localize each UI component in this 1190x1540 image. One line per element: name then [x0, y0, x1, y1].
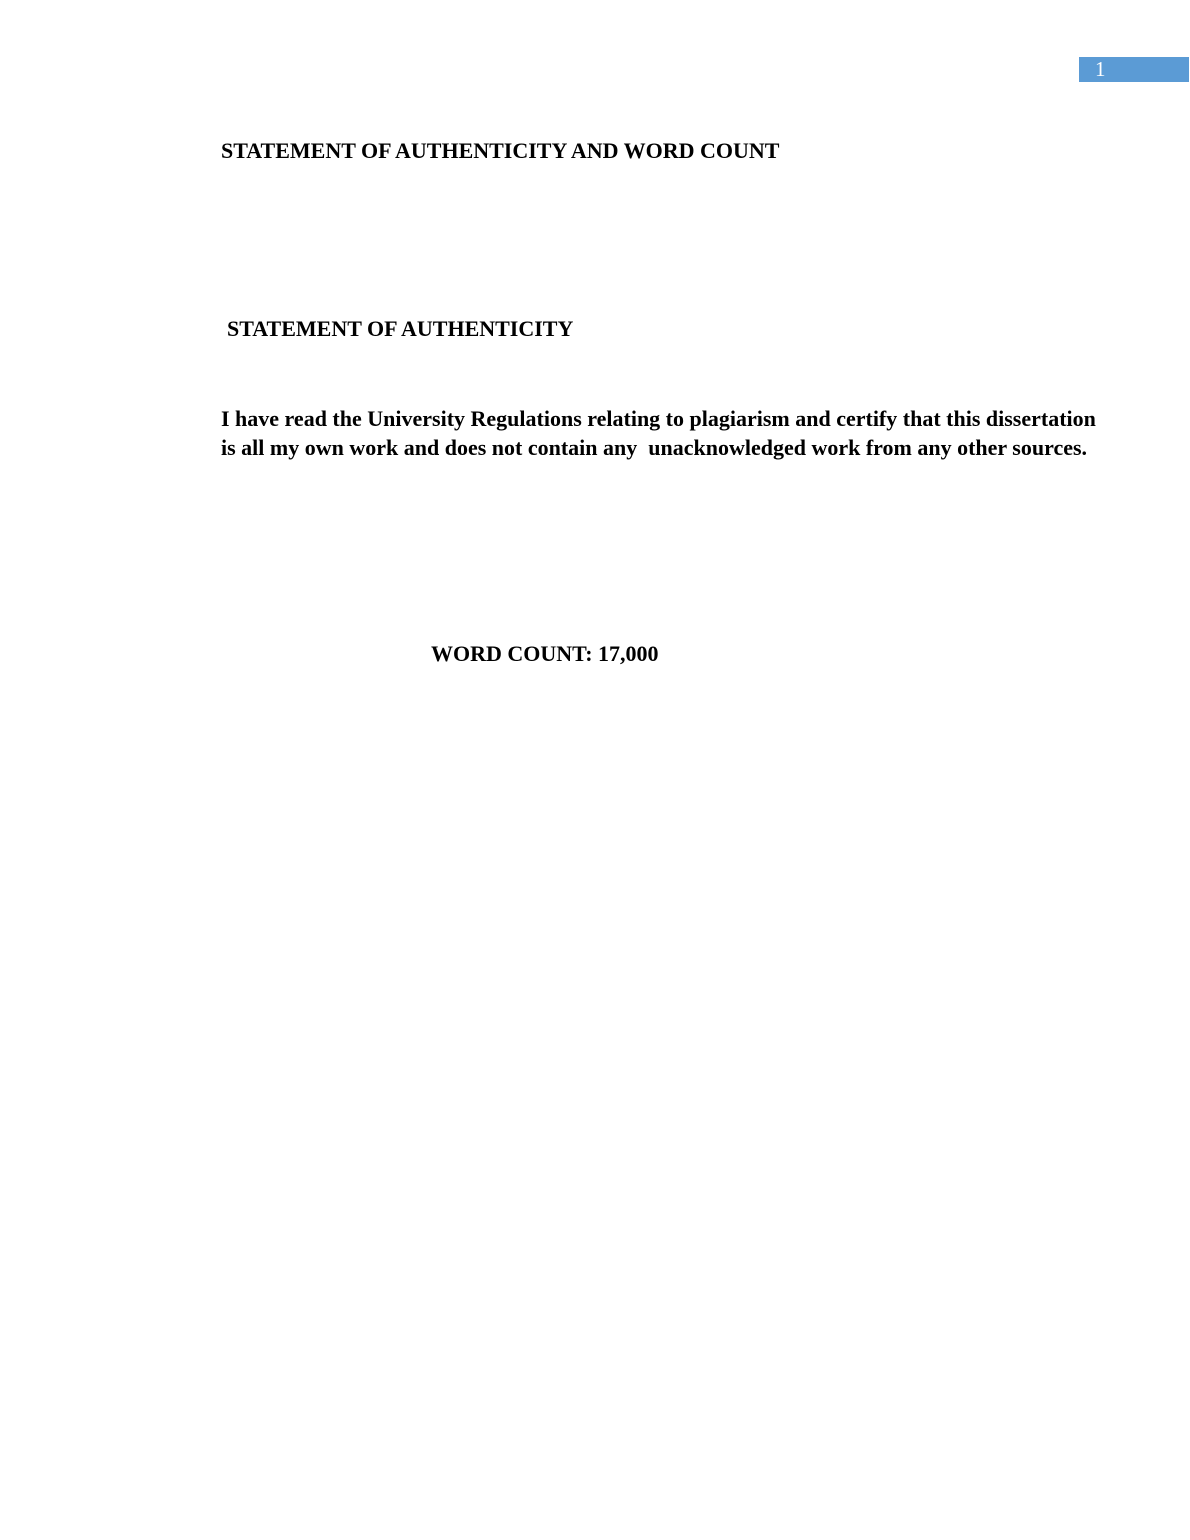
authenticity-statement: I have read the University Regulations relating to plagiarism and certify that this dissertation is all my own work and does not contain any unacknowledged work from any other sources. — [221, 406, 1102, 460]
section-heading-authenticity: STATEMENT OF AUTHENTICITY — [227, 316, 574, 341]
word-count-label: WORD COUNT: 17,000 — [431, 641, 659, 666]
page-number-badge — [1079, 57, 1189, 82]
page-number: 1 — [1095, 57, 1106, 81]
document-title: STATEMENT OF AUTHENTICITY AND WORD COUNT — [221, 138, 780, 163]
